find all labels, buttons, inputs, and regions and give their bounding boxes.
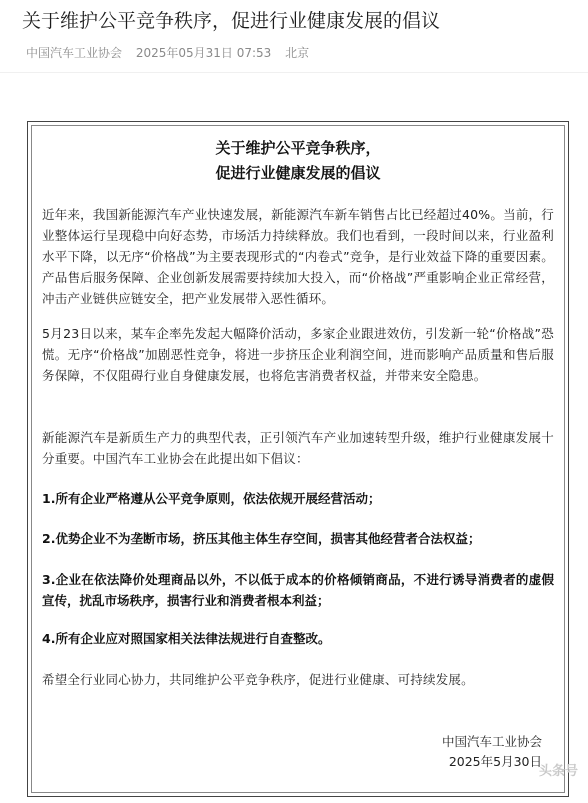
proposal-item-2: 2.优势企业不为垄断市场，挤压其他主体生存空间，损害其他经营者合法权益；	[42, 531, 481, 546]
signature-date: 2025年5月30日	[448, 754, 542, 769]
article-datetime: 2025年05月31日 07:53	[135, 46, 272, 60]
signature-org: 中国汽车工业协会	[441, 734, 542, 749]
document-heading-line1: 关于维护公平竞争秩序，	[215, 139, 381, 157]
article-title: 关于维护公平竞争秩序，促进行业健康发展的倡议	[22, 10, 441, 32]
proposal-item-3: 3.企业在依法降价处理商品以外，不以低于成本的价格倾销商品，不进行诱导消费者的虚假宣传，扰乱市场秩序，损害行业和消费者根本利益；	[42, 572, 554, 608]
divider	[0, 72, 588, 73]
document-heading-line2: 促进行业健康发展的倡议	[215, 164, 381, 182]
article-meta	[26, 44, 319, 61]
article-source[interactable]: 中国汽车工业协会	[26, 46, 123, 60]
proposal-item-1: 1.所有企业严格遵从公平竞争原则，依法依规开展经营活动；	[42, 491, 381, 506]
paragraph-2: 5月23日以来，某车企率先发起大幅降价活动，多家企业跟进效仿，引发新一轮“价格战”恐慌。无序“价格战”加剧恶性竞争，将进一步挤压企业利润空间，进而影响产品质量和售后服务保障，不仅阻碍行业自身健康发展，也将危害消费者权益，并带来安全隐患。	[42, 326, 554, 383]
article-location: 北京	[285, 46, 310, 60]
closing-paragraph: 希望全行业同心协力，共同维护公平竞争秩序，促进行业健康、可持续发展。	[42, 672, 474, 687]
watermark: 头条号	[538, 764, 578, 779]
proposal-item-4: 4.所有企业应对照国家相关法律法规进行自查整改。	[42, 631, 331, 646]
paragraph-3: 新能源汽车是新质生产力的典型代表，正引领汽车产业加速转型升级，维护行业健康发展十分重要。中国汽车工业协会在此提出如下倡议：	[42, 430, 554, 466]
paragraph-1: 近年来，我国新能源汽车产业快速发展，新能源汽车新车销售占比已经超过40%。当前，行业整体运行呈现稳中向好态势，市场活力持续释放。我们也看到，一段时间以来，行业盈利水平下降，以无序“价格战”为主要表现形式的“内卷式”竞争，是行业效益下降的重要因素。产品售后服务保障、企业创新发展需要持续加大投入，而“价格战”严重影响企业正常经营，冲击产业链供应链安全，把产业发展带入恶性循环。	[42, 207, 554, 306]
